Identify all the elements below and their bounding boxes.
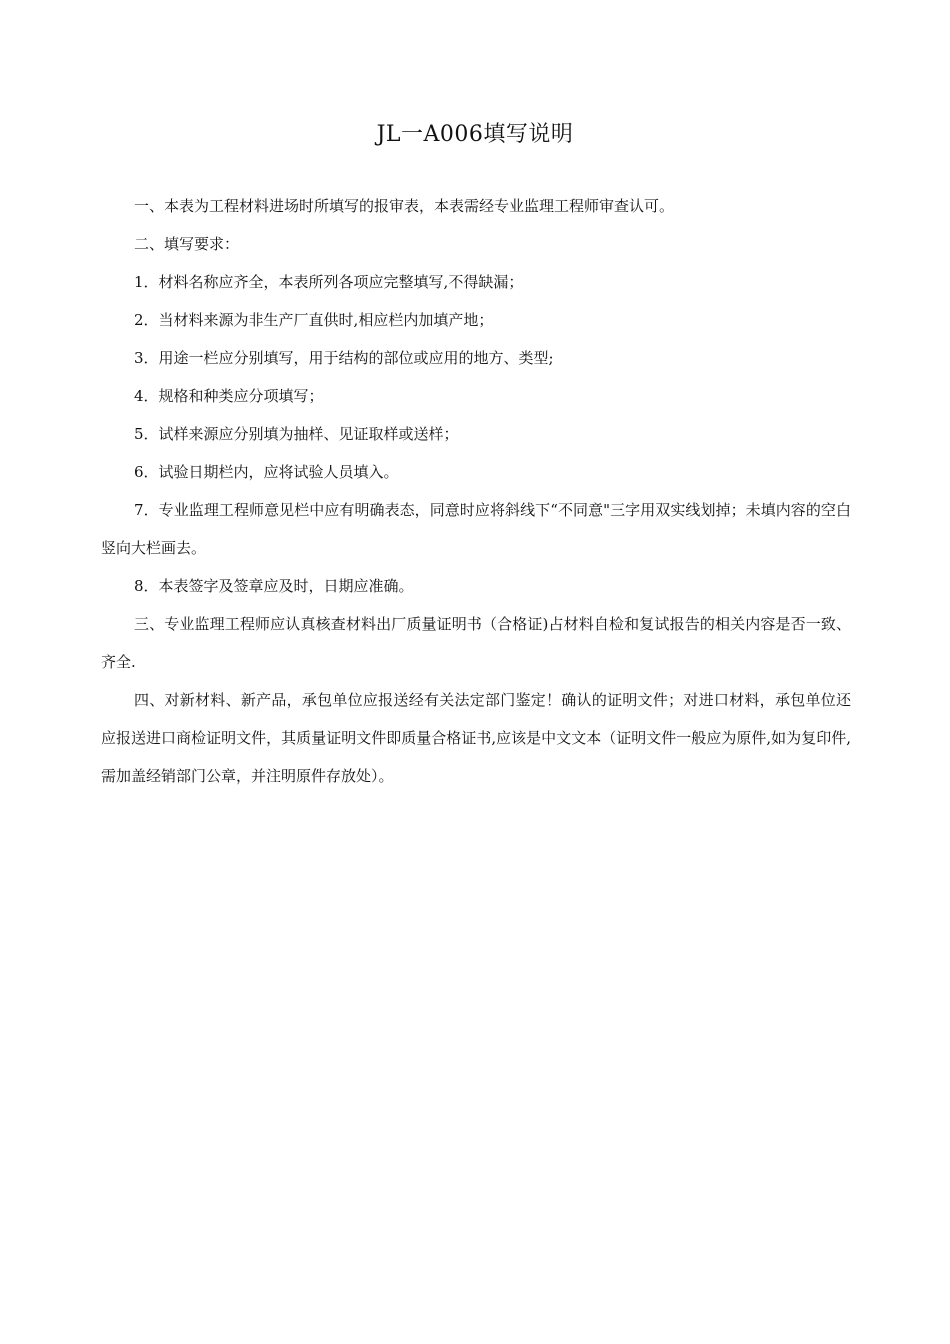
- paragraph-item-7: 7．专业监理工程师意见栏中应有明确表态，同意时应将斜线下“不同意"三字用双实线划掉；未填内容的空白竖向大栏画去。: [101, 501, 851, 557]
- paragraph-item-3: 3．用途一栏应分别填写，用于结构的部位或应用的地方、类型;: [134, 349, 554, 367]
- paragraph-item-1: 1．材料名称应齐全，本表所列各项应完整填写,不得缺漏；: [134, 273, 524, 291]
- paragraph-item-5: 5．试样来源应分别填为抽样、见证取样或送样；: [134, 425, 459, 443]
- paragraph-section-3: 三、专业监理工程师应认真核查材料出厂质量证明书（合格证)占材料自检和复试报告的相关内容是否一致、齐全.: [101, 615, 851, 671]
- paragraph-item-4: 4．规格和种类应分项填写；: [134, 387, 324, 405]
- instructions-body: [101, 187, 851, 795]
- paragraph-section-1: 一、本表为工程材料进场时所填写的报审表，本表需经专业监理工程师审查认可。: [134, 197, 675, 215]
- paragraph-item-8: 8．本表签字及签章应及时，日期应准确。: [134, 577, 414, 595]
- page-title: JL一A006填写说明: [376, 122, 574, 147]
- paragraph-section-2-heading: 二、填写要求：: [134, 235, 240, 253]
- paragraph-section-4: 四、对新材料、新产品，承包单位应报送经有关法定部门鉴定！确认的证明文件；对进口材料，承包单位还应报送进口商检证明文件，其质量证明文件即质量合格证书,应该是中文文本（证明文件一般应为原件,如为复印件,需加盖经销部门公章，并注明原件存放处）。: [101, 691, 851, 785]
- paragraph-item-2: 2．当材料来源为非生产厂直供时,相应栏内加填产地；: [134, 311, 494, 329]
- paragraph-item-6: 6．试验日期栏内，应将试验人员填入。: [134, 463, 399, 481]
